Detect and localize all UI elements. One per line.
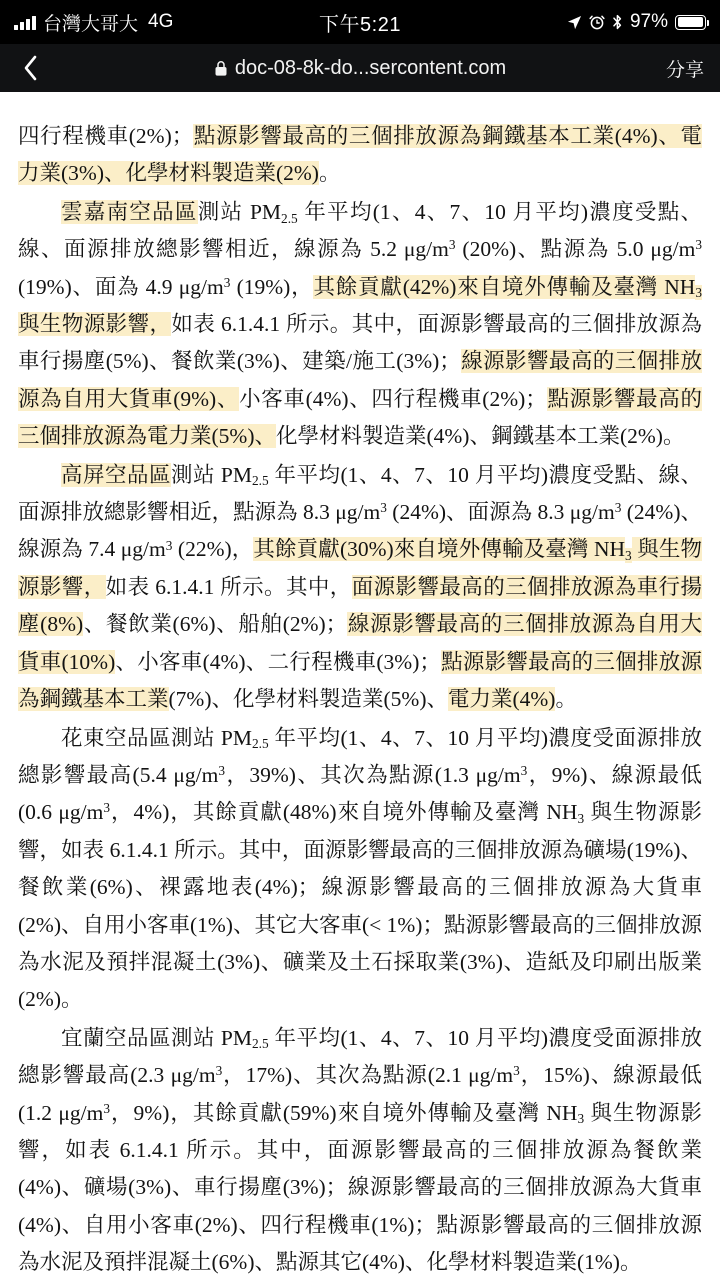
- text-run: 2.5: [281, 210, 298, 226]
- url-label: doc-08-8k-do...sercontent.com: [234, 56, 507, 79]
- text-run: (7%)、化學材料製造業(5%)、: [168, 687, 448, 712]
- text-run: 3: [577, 811, 585, 827]
- text-run: 3: [165, 537, 173, 553]
- battery-percent-label: 97%: [629, 11, 668, 32]
- text-run: 與生物源影響，如表 6.1.4.1 所示。其中，面源影響最高的三個排放源為礦場(19%)、餐飲業(6%)、裸露地表(4%)；線源影響最高的三個排放源為大貨車(2%)、自用小客車(1%)、其它大客車(< 1%)；點源影響最高的三個排放源為水泥及預拌混凝土(3%)、礦業及土石採取業(3%)、造紙及印刷出版業(2%)。: [18, 800, 702, 1012]
- text-run: ，17%)、其次為點源(2.1 μg/m: [222, 1063, 514, 1088]
- text-run: (24%)、線源為 7.4 μg/m: [18, 500, 702, 562]
- highlighted-text: 其餘貢獻(30%)來自境外傳輸及臺灣 NH: [253, 537, 626, 562]
- text-run: 年平均(1、4、7、10 月平均)濃度受面源排放總影響最高(2.3 μg/m: [18, 1025, 702, 1088]
- text-run: 3: [103, 800, 111, 816]
- highlighted-text: 線源影響最高的三個排放源為自用大貨車(10%): [18, 612, 702, 674]
- text-run: (24%)、面源為 8.3 μg/m: [386, 500, 615, 525]
- highlighted-text: 雲嘉南空品區: [61, 199, 198, 224]
- text-run: 年平均(1、4、7、10 月平均)濃度受面源排放總影響最高(5.4 μg/m: [18, 725, 702, 787]
- highlighted-text: 點源影響最高的三個排放源為鋼鐵基本工業: [18, 649, 702, 712]
- text-run: 化學材料製造業(4%)、鋼鐵基本工業(2%)。: [275, 424, 685, 449]
- text-run: 如表 6.1.4.1 所示。其中，面源影響最高的三個排放源為車行揚塵(5%)、餐飲業(3%)、建築/施工(3%)；: [18, 312, 702, 374]
- share-button[interactable]: 分享: [665, 59, 704, 81]
- text-run: 、小客車(4%)、二行程機車(3%)；: [115, 649, 441, 674]
- text-run: 、餐飲業(6%)、船舶(2%)；: [83, 612, 348, 637]
- text-run: (22%)，: [172, 537, 254, 562]
- text-run: 3: [215, 1063, 223, 1079]
- status-bar-left: [14, 9, 173, 36]
- status-bar-right: [567, 11, 706, 33]
- paragraph: [18, 118, 702, 193]
- clock-label: 下午5:21: [319, 13, 401, 36]
- alarm-clock-icon: [589, 14, 605, 30]
- network-type-label: 4G: [148, 11, 174, 32]
- paragraph: [18, 720, 702, 1019]
- status-bar: [0, 0, 720, 44]
- carrier-label: 台灣大哥大: [43, 13, 139, 35]
- address-bar[interactable]: [0, 57, 720, 80]
- bluetooth-icon: [612, 14, 623, 30]
- text-run: 2.5: [251, 736, 269, 752]
- text-run: 3: [614, 500, 622, 516]
- text-run: 小客車(4%)、四行程機車(2%)；: [239, 386, 547, 411]
- highlighted-text: 線源影響最高的三個排放源為自用大貨車(9%)、: [18, 349, 702, 411]
- text-run: 3: [103, 1100, 111, 1116]
- browser-toolbar: [0, 44, 720, 92]
- text-run: (19%)、面為 4.9 μg/m: [18, 274, 224, 299]
- text-run: 與生物源影響，如表 6.1.4.1 所示。其中，面源影響最高的三個排放源為餐飲業(4%)、礦場(3%)、車行揚塵(3%)；線源影響最高的三個排放源為大貨車(4%)、自用小客車(2%)、四行程機車(1%)；點源影響最高的三個排放源為水泥及預拌混凝土(6%)、點源其它(4%)、化學材料製造業(1%)。: [18, 1100, 702, 1275]
- highlighted-text: 3: [625, 548, 632, 564]
- text-run: ，9%)，其餘貢獻(59%)來自境外傳輸及臺灣 NH: [110, 1100, 578, 1125]
- paragraph: [18, 457, 702, 719]
- text-run: 2.5: [251, 473, 269, 489]
- text-run: ，39%)、其次為點源(1.3 μg/m: [225, 762, 521, 787]
- lock-icon: [214, 60, 228, 77]
- text-run: 2.5: [251, 1036, 269, 1052]
- text-run: (20%)、點源為 5.0 μg/m: [455, 237, 696, 262]
- text-run: 。: [555, 687, 577, 712]
- text-run: 3: [577, 1111, 585, 1127]
- highlighted-text: 3: [695, 285, 703, 301]
- highlighted-text: 電力業(4%): [447, 687, 556, 712]
- text-run: (19%)，: [230, 274, 314, 299]
- paragraph: [18, 1020, 702, 1280]
- text-run: 測站 PM: [197, 199, 282, 224]
- text-run: ，15%)、線源最低(1.2 μg/m: [18, 1063, 702, 1125]
- document-content: [0, 92, 720, 1280]
- text-run: 3: [223, 274, 231, 290]
- text-run: 宜蘭空品區測站 PM: [61, 1025, 252, 1050]
- text-run: 3: [448, 237, 456, 253]
- text-run: ，4%)，其餘貢獻(48%)來自境外傳輸及臺灣 NH: [110, 800, 578, 825]
- highlighted-text: 點源影響最高的三個排放源為鋼鐵基本工業(4%)、電力業(3%)、化學材料製造業(2%): [18, 124, 703, 186]
- highlighted-text: 高屏空品區: [61, 462, 172, 487]
- highlighted-text: 點源影響最高的三個排放源為電力業(5%)、: [18, 386, 702, 449]
- text-run: 3: [380, 500, 387, 516]
- text-run: ，9%)、線源最低(0.6 μg/m: [18, 762, 702, 825]
- text-run: 3: [218, 762, 226, 778]
- paragraph: [18, 194, 702, 456]
- text-run: 。: [318, 161, 341, 186]
- text-run: 測站 PM: [171, 462, 252, 487]
- back-button[interactable]: [16, 53, 46, 83]
- signal-bars-icon: [14, 15, 36, 30]
- text-run: 3: [513, 1063, 520, 1079]
- text-run: 四行程機車(2%)；: [18, 124, 194, 148]
- text-run: 年平均(1、4、7、10 月平均)濃度受點、線、面源排放總影響相近，點源為 8.3 μg/m: [18, 462, 702, 525]
- text-run: 如表 6.1.4.1 所示。其中，: [105, 574, 352, 599]
- text-run: 花東空品區測站 PM: [61, 725, 252, 750]
- highlighted-text: 面源影響最高的三個排放源為車行揚塵(8%): [18, 574, 702, 637]
- text-run: 年平均(1、4、7、10 月平均)濃度受點、線、面源排放總影響相近，線源為 5.2 μg/m: [18, 199, 702, 262]
- highlighted-text: 其餘貢獻(42%)來自境外傳輸及臺灣 NH: [313, 274, 696, 299]
- highlighted-text: 與生物源影響，: [18, 312, 172, 337]
- battery-icon: [675, 15, 706, 30]
- text-run: 3: [520, 762, 528, 778]
- text-run: 3: [695, 237, 703, 253]
- highlighted-text: 與生物源影響，: [18, 537, 702, 599]
- location-arrow-icon: [567, 15, 582, 30]
